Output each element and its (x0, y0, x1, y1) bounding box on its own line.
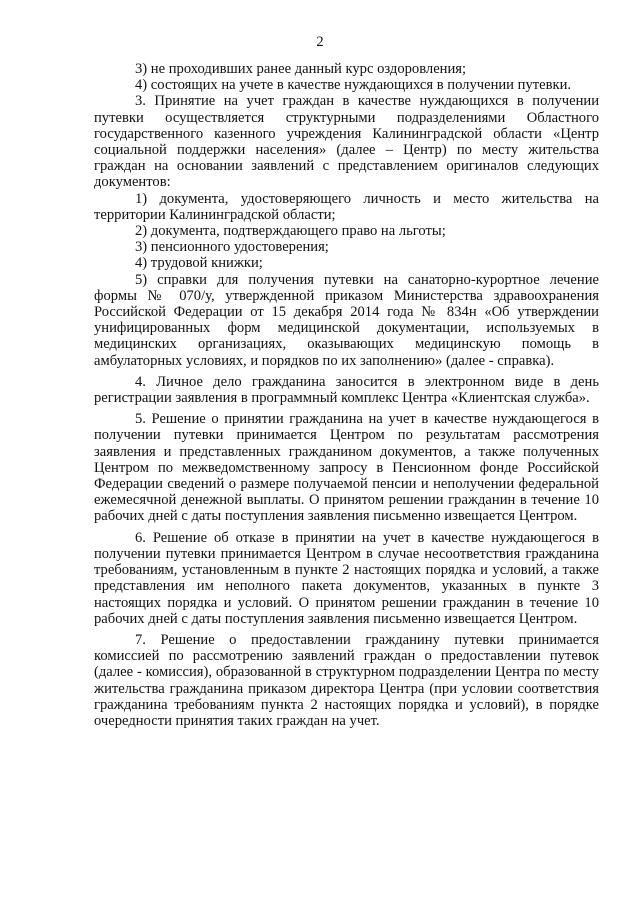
paragraph-doc-3: 3) пенсионного удостоверения; (135, 239, 329, 256)
paragraph-clause-6: 6. Решение об отказе в принятии на учет в качестве нуждающегося в получении путевки принимается Центром в случае несоответствия гражданина требованиям, установленным в пункте 2 настоящих порядка и условий, а также представления им неполного пакета документов, указанных в пункте 3 настоящих порядка и условий. О принятом решении гражданин в течение 10 рабочих дней с даты поступления заявления письменно извещается Центром. (94, 529, 599, 627)
paragraph-clause-5: 5. Решение о принятии гражданина на учет в качестве нуждающегося в получении путевки принимается Центром по результатам рассмотрения заявления и представленных гражданином документов, а также полученных Центром по межведомственному запросу в Пенсионном фонде Российской Федерации сведений о размере получаемой пенсии и неполучении федеральной ежемесячной денежной выплаты. О принятом решении гражданин в течение 10 рабочих дней с даты поступления заявления письменно извещается Центром. (94, 411, 599, 525)
paragraph-doc-4: 4) трудовой книжки; (135, 255, 263, 272)
paragraph-clause-4: 4. Личное дело гражданина заносится в электронном виде в день регистрации заявления в программный комплекс Центра «Клиентская служба». (94, 373, 599, 407)
paragraph-item-4: 4) состоящих на учете в качестве нуждающихся в получении путевки. (135, 77, 572, 94)
paragraph-doc-5: 5) справки для получения путевки на санаторно-курортное лечение формы № 070/у, утвержденной приказом Министерства здравоохранения Российской Федерации от 15 декабря 2014 года № 834н «Об утверждении унифицированных форм медицинской документации, используемых в медицинских организациях, оказывающих медицинскую помощь в амбулаторных условиях, и порядков по их заполнению» (далее - справка). (94, 271, 599, 369)
paragraph-clause-7: 7. Решение о предоставлении гражданину путевки принимается комиссией по рассмотрению заявлений граждан о предоставлении путевок (далее - комиссия), образованной в структурном подразделении Центра по месту жительства гражданина приказом директора Центра (при условии соответствия гражданина требованиям пункта 2 настоящих порядка и условий), в порядке очередности принятия таких граждан на учет. (94, 631, 599, 729)
paragraph-doc-2: 2) документа, подтверждающего право на льготы; (135, 223, 446, 240)
document-body (94, 61, 599, 729)
page-number: 2 (316, 34, 324, 50)
paragraph-clause-3: 3. Принятие на учет граждан в качестве нуждающихся в получении путевки осуществляется структурными подразделениями Областного государственного казенного учреждения Калининградской области «Центр социальной поддержки населения» (далее – Центр) по месту жительства граждан на основании заявлений с представлением оригиналов следующих документов: (94, 93, 599, 191)
paragraph-doc-1: 1) документа, удостоверяющего личность и место жительства на территории Калининградской области; (94, 190, 599, 223)
paragraph-item-3: 3) не проходивших ранее данный курс оздоровления; (135, 61, 467, 77)
